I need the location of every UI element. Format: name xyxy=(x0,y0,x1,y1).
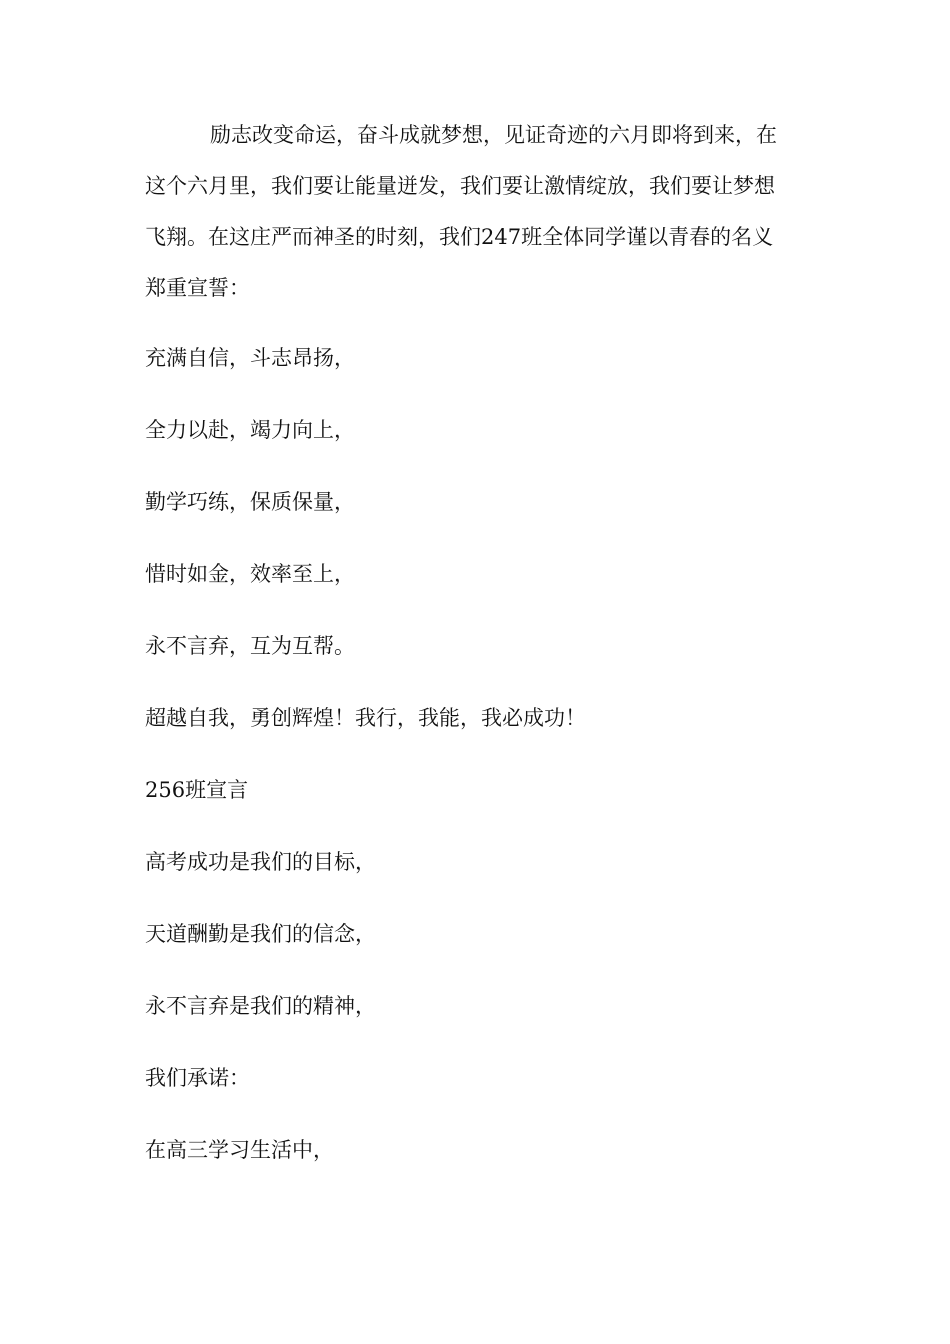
section-heading: 256班宣言 xyxy=(145,778,249,802)
oath-line: 充满自信，斗志昂扬， xyxy=(145,346,355,370)
declaration-line: 高考成功是我们的目标， xyxy=(145,850,376,874)
intro-line: 飞翔。在这庄严而神圣的时刻，我们247班全体同学谨以青春的名义 xyxy=(145,225,774,249)
oath-line: 超越自我，勇创辉煌！我行，我能，我必成功！ xyxy=(145,706,586,730)
declaration-line: 永不言弃是我们的精神， xyxy=(145,994,376,1018)
intro-line: 励志改变命运，奋斗成就梦想，见证奇迹的六月即将到来，在 xyxy=(210,123,777,147)
intro-line: 这个六月里，我们要让能量迸发，我们要让激情绽放，我们要让梦想 xyxy=(145,174,775,198)
oath-line: 永不言弃，互为互帮。 xyxy=(145,634,355,658)
oath-line: 惜时如金，效率至上， xyxy=(145,562,355,586)
oath-line: 勤学巧练，保质保量， xyxy=(145,490,355,514)
declaration-line: 在高三学习生活中， xyxy=(145,1138,334,1162)
declaration-line: 我们承诺： xyxy=(145,1066,250,1090)
declaration-line: 天道酬勤是我们的信念， xyxy=(145,922,376,946)
intro-line: 郑重宣誓： xyxy=(145,276,250,300)
oath-line: 全力以赴，竭力向上， xyxy=(145,418,355,442)
